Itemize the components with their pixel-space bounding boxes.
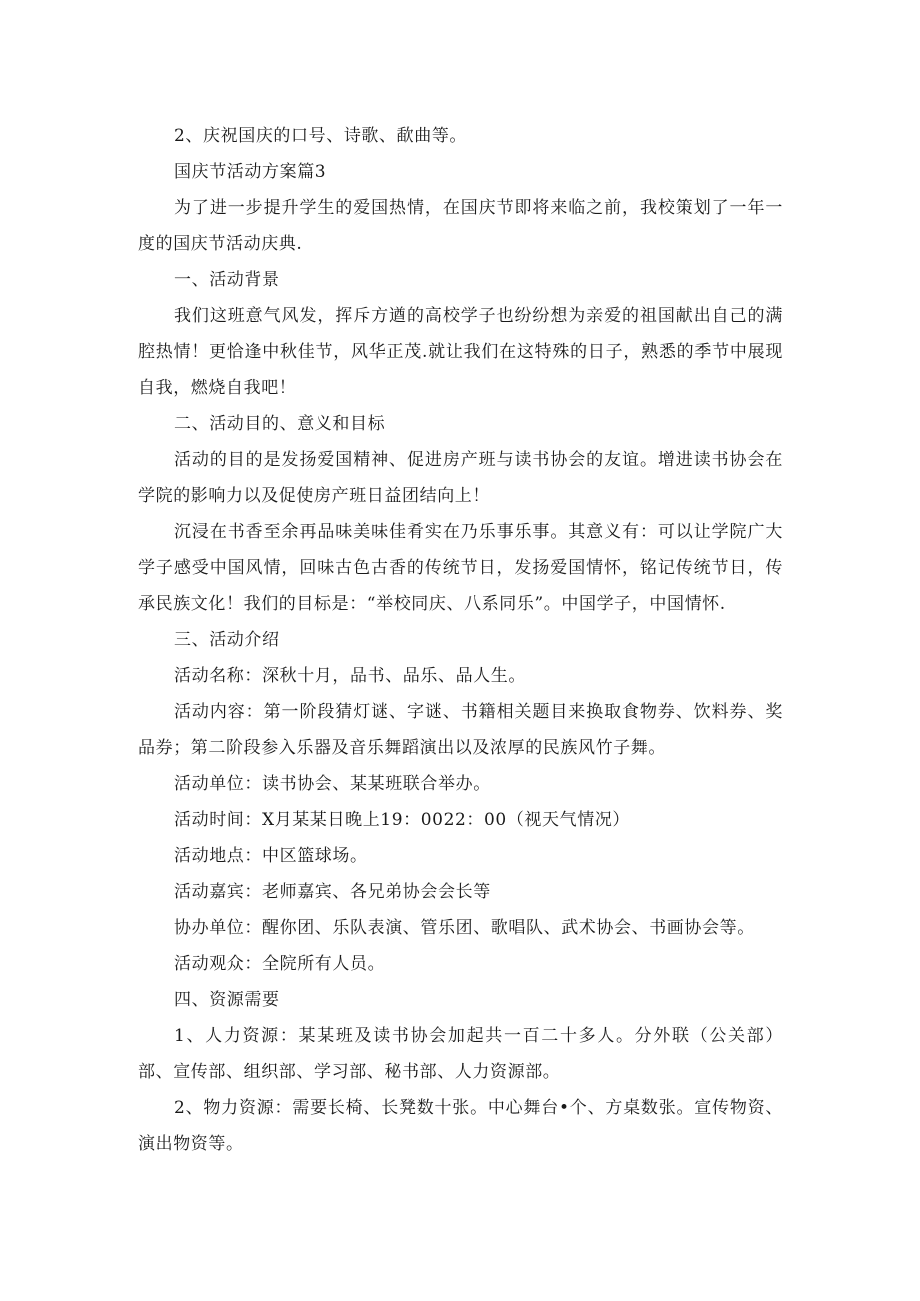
heading-introduction: 三、活动介绍 [174,630,280,650]
heading-resources: 四、资源需要 [174,990,280,1010]
intro-paragraph: 为了进一步提升学生的爱国热情，在国庆节即将来临之前，我校策划了一年一度的国庆节活动庆典. [138,198,783,254]
co-organizers: 协办单位：醒你团、乐队表演、管乐团、歌唱队、武术协会、书画协会等。 [174,918,755,938]
significance-paragraph: 沉浸在书香至余再品味美味佳肴实在乃乐事乐事。其意义有：可以让学院广大学子感受中国风情，回味古色古香的传统节日，发扬爱国情怀，铭记传统节日，传承民族文化！我们的目标是：“举校同庆、八系同乐”。中国学子，中国情怀. [138,522,783,614]
activity-content: 活动内容：第一阶段猜灯谜、字谜、书籍相关题目来换取食物券、饮料券、奖品券；第二阶段参入乐器及音乐舞蹈演出以及浓厚的民族风竹子舞。 [138,702,783,758]
activity-audience: 活动观众：全院所有人员。 [174,954,386,974]
activity-time: 活动时间：X月某某日晚上19：0022：00（视天气情况） [174,810,631,830]
activity-name: 活动名称：深秋十月，品书、品乐、品人生。 [174,666,526,686]
purpose-paragraph: 活动的目的是发扬爱国精神、促进房产班与读书协会的友谊。增进读书协会在学院的影响力以及促使房产班日益团结向上！ [138,450,783,506]
document-body [138,118,783,1162]
heading-background: 一、活动背景 [174,270,280,290]
heading-purpose: 二、活动目的、意义和目标 [174,414,386,434]
activity-location: 活动地点：中区篮球场。 [174,846,368,866]
human-resources: 1、人力资源：某某班及读书协会加起共一百二十多人。分外联（公关部）部、宣传部、组织部、学习部、秘书部、人力资源部。 [138,1026,783,1082]
material-resources: 2、物力资源：需要长椅、长凳数十张。中心舞台•个、方桌数张。宣传物资、演出物资等。 [138,1098,783,1154]
activity-organizer: 活动单位：读书协会、某某班联合举办。 [174,774,491,794]
activity-guests: 活动嘉宾：老师嘉宾、各兄弟协会会长等 [174,882,491,902]
section-title: 国庆节活动方案篇3 [174,162,327,182]
background-paragraph: 我们这班意气风发，挥斥方遒的高校学子也纷纷想为亲爱的祖国献出自己的满腔热情！更恰逢中秋佳节，风华正茂.就让我们在这特殊的日子，熟悉的季节中展现自我，燃烧自我吧！ [138,306,783,398]
list-item-slogans: 2、庆祝国庆的口号、诗歌、歃曲等。 [174,126,468,146]
